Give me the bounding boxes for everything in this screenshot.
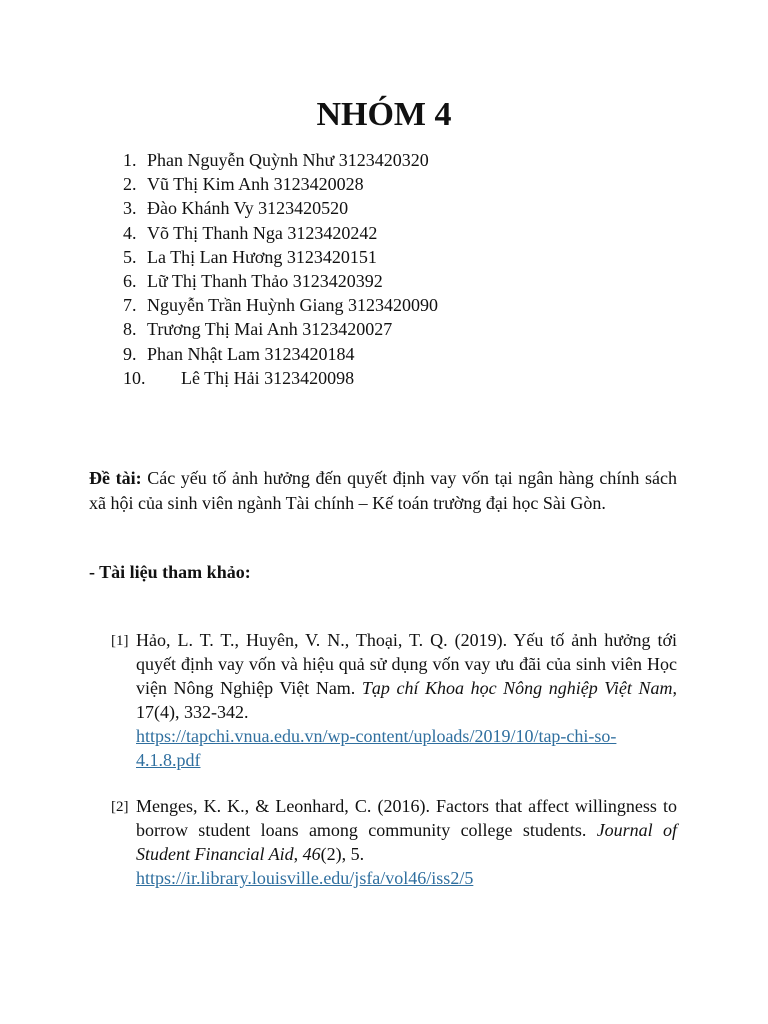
member-name: Lữ Thị Thanh Thảo 3123420392 [147,271,383,292]
list-number: 8. [123,319,137,340]
list-number: 7. [123,295,137,316]
reference-number: [1] [111,633,129,649]
member-list [123,148,683,390]
member-name: Vũ Thị Kim Anh 3123420028 [147,174,364,195]
member-name: Đào Khánh Vy 3123420520 [147,198,349,219]
member-name: Trương Thị Mai Anh 3123420027 [147,319,393,340]
member-name: Phan Nhật Lam 3123420184 [147,343,355,364]
reference-item [111,628,677,772]
reference-item [111,794,677,890]
list-number: 4. [123,222,137,243]
member-name: Phan Nguyễn Quỳnh Như 3123420320 [147,150,429,170]
reference-journal: Journal of Student Financial Aid [136,820,678,864]
reference-body [136,794,677,890]
member-name: Nguyễn Trần Huỳnh Giang 3123420090 [147,295,438,316]
reference-details: (2), 5. [320,844,365,864]
references-heading: - Tài liệu tham khảo: [89,562,251,582]
list-item [123,317,683,341]
reference-text: Menges, K. K., & Leonhard, C. (2016). Factors that affect willingness to borrow student loans among community college students. [136,796,677,840]
reference-link[interactable]: https://ir.library.louisville.edu/jsfa/vol46/iss2/5 [136,868,474,888]
list-number: 9. [123,343,137,364]
list-item [123,172,683,196]
list-item [123,366,683,390]
reference-volume: 46 [302,844,321,864]
list-item [123,221,683,245]
reference-separator: , [293,844,303,864]
list-item [123,342,683,366]
topic-paragraph [89,466,677,516]
reference-details: , 17(4), 332-342. [136,678,677,722]
list-number: 1. [123,150,137,170]
member-name: La Thị Lan Hương 3123420151 [147,246,377,267]
list-number: 6. [123,271,137,292]
reference-link[interactable]: https://tapchi.vnua.edu.vn/wp-content/uploads/2019/10/tap-chi-so-4.1.8.pdf [136,726,617,770]
reference-body [136,628,677,772]
topic-label: Đề tài: [89,468,142,488]
reference-journal: Tạp chí Khoa học Nông nghiệp Việt Nam [361,678,673,698]
member-name: Võ Thị Thanh Nga 3123420242 [147,222,378,243]
list-number: 10. [123,367,146,388]
reference-number: [2] [111,799,129,815]
list-number: 3. [123,198,137,219]
list-item [123,245,683,269]
document-title: NHÓM 4 [316,96,452,133]
list-number: 2. [123,174,137,195]
topic-text: Các yếu tố ảnh hưởng đến quyết định vay vốn tại ngân hàng chính sách xã hội của sinh viên ngành Tài chính – Kế toán trường đại học Sài Gòn. [89,468,677,513]
list-item [123,293,683,317]
member-name: Lê Thị Hải 3123420098 [181,367,355,388]
list-item [123,196,683,220]
reference-text: Hảo, L. T. T., Huyên, V. N., Thoại, T. Q. (2019). Yếu tố ảnh hưởng tới quyết định vay vốn và hiệu quả sử dụng vốn vay ưu đãi của sinh viên Học viện Nông Nghiệp Việt Nam. [136,630,677,698]
list-number: 5. [123,246,137,267]
list-item [123,269,683,293]
list-item [123,148,683,172]
